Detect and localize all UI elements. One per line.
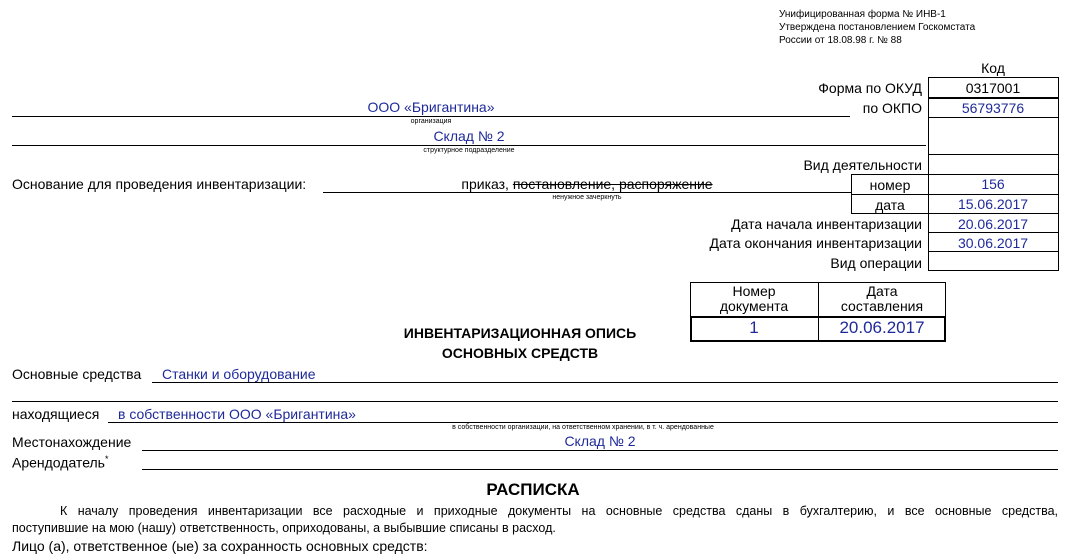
location-label: Местонахождение [12,434,132,450]
org-name: ООО «Бригантина» [367,99,495,115]
lessor-label [12,454,109,471]
okpo-value: 56793776 [961,100,1025,116]
okud-label: Форма по ОКУД [818,80,922,96]
doc-number-header-line1: Номер [732,283,776,299]
document-title-line2: ОСНОВНЫХ СРЕДСТВ [441,345,599,361]
doc-number-header [690,284,818,314]
unit-name: Склад № 2 [433,128,505,144]
located-label: находящиеся [12,406,100,422]
doc-date-header-line2: составления [840,298,924,314]
basis-kept: приказ, [461,176,513,192]
date-label: дата [875,197,905,213]
doc-date-header-line1: Дата [866,283,898,299]
basis-value [323,176,851,192]
end-date-value: 30.06.2017 [957,235,1029,251]
form-reference-line3: России от 18.08.98 г. № 88 [779,35,902,46]
form-reference-line2: Утверждена постановлением Госкомстата [779,22,976,33]
okud-value: 0317001 [965,80,1021,96]
activity-label: Вид деятельности [803,157,922,173]
basis-caption: ненужное зачеркнуть [552,194,622,201]
assets-value: Станки и оборудование [162,366,316,382]
receipt-text-line2: поступившие на мою (нашу) ответственность, оприходованы, а выбывшие списаны в расход. [12,521,556,535]
receipt-text-line1: К началу проведения инвентаризации все расходные и приходные документы на основные средства сданы в бухгалтерию, и все основные средства, [60,504,1058,518]
lessor-footnote-mark: * [104,454,109,464]
doc-date-header [818,284,946,314]
document-title-line1: ИНВЕНТАРИЗАЦИОННАЯ ОПИСЬ [403,325,637,341]
basis-struck: постановление, распоряжение [512,176,713,192]
kod-header: Код [981,60,1005,76]
lessor-label-text: Арендодатель [12,454,105,471]
org-caption: организация [410,118,452,125]
receipt-text [12,503,1058,537]
start-date-label: Дата начала инвентаризации [731,216,922,232]
number-value: 156 [981,176,1005,192]
assets-label: Основные средства [12,366,142,382]
basis-label: Основание для проведения инвентаризации: [12,176,307,192]
form-reference [779,8,975,47]
doc-number-header-line2: документа [719,298,789,314]
location-value: Склад № 2 [564,433,636,449]
responsible-label: Лицо (а), ответственное (ые) за сохранность основных средств: [12,538,428,554]
located-value: в собственности ООО «Бригантина» [118,406,356,422]
unit-caption: структурное подразделение [423,147,515,154]
doc-number-value: 1 [749,318,759,337]
date-value: 15.06.2017 [957,196,1029,212]
receipt-title: РАСПИСКА [486,480,580,499]
form-reference-line1: Унифицированная форма № ИНВ-1 [779,9,946,20]
located-caption: в собственности организации, на ответственном хранении, в т. ч. арендованные [452,424,714,431]
doc-date-value: 20.06.2017 [839,318,925,337]
number-label: номер [869,177,911,193]
okpo-label: по ОКПО [862,100,922,116]
start-date-value: 20.06.2017 [957,216,1029,232]
operation-label: Вид операции [830,255,922,271]
document-title [340,323,700,363]
end-date-label: Дата окончания инвентаризации [709,235,922,251]
